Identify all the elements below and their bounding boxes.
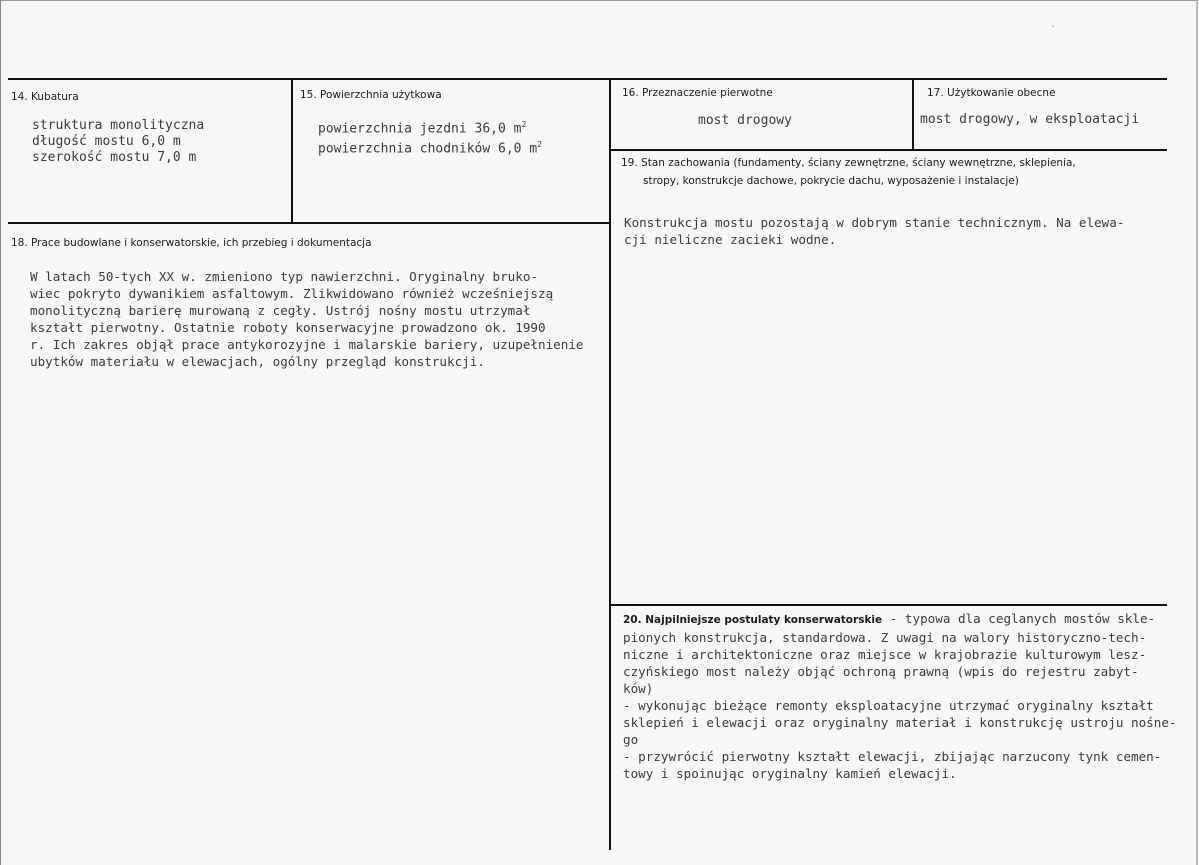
field-15-title: 15. Powierzchnia użytkowa bbox=[300, 89, 442, 101]
text-line: r. Ich zakres objął prace antykorozyjne i malarskie bariery, uzupełnienie bbox=[30, 337, 584, 352]
text-line: cji nieliczne zacieki wodne. bbox=[624, 232, 837, 247]
field-15-values bbox=[318, 117, 542, 158]
text-line: - przywrócić pierwotny kształt elewacji, zbijając narzucony tynk cemen- bbox=[623, 749, 1162, 764]
text-line: ków) bbox=[623, 681, 654, 696]
text-line: towy i spoinując oryginalny kamień elewacji. bbox=[623, 766, 957, 781]
paper-speck bbox=[1052, 25, 1054, 27]
superscript: 2 bbox=[521, 120, 527, 129]
field-17-value: most drogowy, w eksploatacji bbox=[920, 112, 1140, 127]
field-14-title: 14. Kubatura bbox=[11, 91, 79, 103]
card-edge-top bbox=[0, 0, 1199, 1]
field-17-title: 17. Użytkowanie obecne bbox=[927, 87, 1056, 99]
text-line: go bbox=[623, 732, 639, 747]
text-line: pionych konstrukcja, standardowa. Z uwagi na walory historyczno-tech- bbox=[623, 630, 1147, 645]
field-20-title: 20. Najpilniejsze postulaty konserwatorskie bbox=[623, 614, 883, 626]
text-line: monolityczną barierę murowaną z cegły. Ustrój nośny mostu utrzymał bbox=[30, 303, 531, 318]
field-19-title-cont: stropy, konstrukcje dachowe, pokrycie dachu, wyposażenie i instalacje) bbox=[643, 175, 1019, 187]
text-line: wiec pokryto dywanikiem asfaltowym. Zlikwidowano również wcześniejszą bbox=[30, 286, 554, 301]
text-line: kształt pierwotny. Ostatnie roboty konserwacyjne prowadzono ok. 1990 bbox=[30, 320, 546, 335]
text-line: 20. Najpilniejsze postulaty konserwatorskie - typowa dla ceglanych mostów skle- bbox=[623, 611, 1156, 626]
field-18-text bbox=[30, 268, 584, 370]
text-line: ubytków materiału w elewacjach, ogólny przegląd konstrukcji. bbox=[30, 354, 485, 369]
field-15-line: powierzchnia chodników 6,0 $m^2$ bbox=[318, 140, 542, 157]
field-18-title: 18. Prace budowlane i konserwatorskie, ich przebieg i dokumentacja bbox=[11, 237, 372, 249]
field-15-line: powierzchnia jezdni 36,0 $m^2$ bbox=[318, 120, 527, 137]
text-line: Konstrukcja mostu pozostają w dobrym stanie technicznym. Na elewa- bbox=[624, 215, 1125, 230]
card-edge-right bbox=[1196, 0, 1198, 865]
field-14-line: struktura monolityczna bbox=[32, 118, 205, 133]
text-line: - wykonując bieżące remonty eksploatacyjne utrzymać oryginalny kształt bbox=[623, 698, 1154, 713]
card-edge-left bbox=[0, 0, 1, 865]
divider-14-15 bbox=[291, 78, 293, 224]
rule-right-lower bbox=[609, 604, 1167, 606]
rule-left-mid bbox=[8, 222, 611, 224]
rule-right-upper bbox=[609, 149, 1167, 151]
superscript: 2 bbox=[537, 140, 542, 150]
field-14-line: długość mostu 6,0 m bbox=[32, 134, 181, 149]
field-14-values bbox=[32, 118, 204, 166]
divider-center bbox=[609, 78, 611, 850]
field-14-line: szerokość mostu 7,0 m bbox=[32, 150, 197, 165]
field-16-title: 16. Przeznaczenie pierwotne bbox=[622, 87, 773, 99]
divider-16-17 bbox=[912, 78, 914, 150]
rule-top bbox=[8, 78, 1167, 80]
field-19-text bbox=[624, 214, 1124, 248]
field-16-value: most drogowy bbox=[698, 113, 792, 128]
text-line: czyńskiego most należy objąć ochroną prawną (wpis do rejestru zabyt- bbox=[623, 664, 1139, 679]
text-line: sklepień i elewacji oraz oryginalny materiał i konstrukcję ustroju nośne- bbox=[623, 715, 1177, 730]
text-line: niczne i architektoniczne oraz miejsce w krajobrazie kulturowym lesz- bbox=[623, 647, 1147, 662]
field-19-title: 19. Stan zachowania (fundamenty, ściany zewnętrzne, ściany wewnętrzne, sklepienia, bbox=[621, 157, 1076, 169]
text-line: W latach 50-tych XX w. zmieniono typ nawierzchni. Oryginalny bruko- bbox=[30, 269, 538, 284]
field-20-text bbox=[623, 610, 1177, 782]
